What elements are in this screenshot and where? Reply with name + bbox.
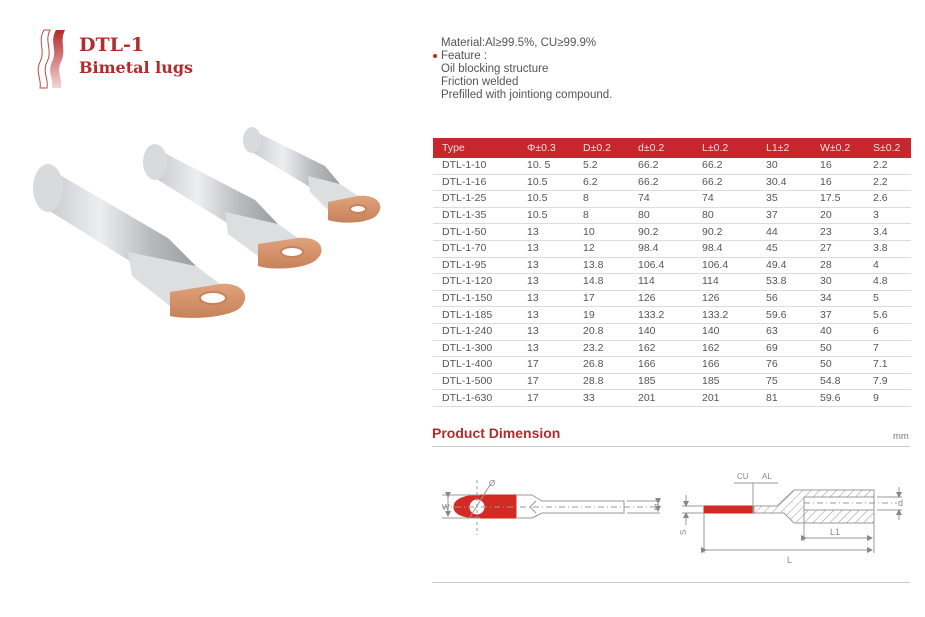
table-cell: 5 bbox=[864, 290, 911, 307]
table-cell: 10.5 bbox=[518, 191, 574, 208]
table-cell: 17 bbox=[518, 373, 574, 390]
table-row bbox=[433, 240, 911, 257]
table-cell: 17.5 bbox=[811, 191, 864, 208]
table-cell: 3 bbox=[864, 207, 911, 224]
table-cell: 2.2 bbox=[864, 158, 911, 174]
table-cell: 126 bbox=[693, 290, 757, 307]
table-cell: 10.5 bbox=[518, 174, 574, 191]
table-row bbox=[433, 390, 911, 407]
table-cell: DTL-1-150 bbox=[433, 290, 518, 307]
table-cell: DTL-1-185 bbox=[433, 307, 518, 324]
feature-item: Prefilled with jointiong compound. bbox=[441, 89, 613, 101]
side-view bbox=[682, 483, 902, 553]
table-cell: 201 bbox=[629, 390, 693, 407]
table-cell: 8 bbox=[574, 191, 629, 208]
table-header-row bbox=[433, 138, 911, 158]
table-cell: DTL-1-240 bbox=[433, 323, 518, 340]
table-cell: 45 bbox=[757, 240, 811, 257]
table-cell: 7.9 bbox=[864, 373, 911, 390]
table-cell: 13 bbox=[518, 257, 574, 274]
table-cell: 185 bbox=[693, 373, 757, 390]
table-cell: DTL-1-500 bbox=[433, 373, 518, 390]
table-cell: DTL-1-16 bbox=[433, 174, 518, 191]
feature-item: Friction welded bbox=[441, 76, 519, 88]
col-L1: L1±2 bbox=[757, 138, 811, 158]
table-cell: 162 bbox=[693, 340, 757, 357]
table-cell: 27 bbox=[811, 240, 864, 257]
col-type: Type bbox=[433, 138, 518, 158]
bullet-icon bbox=[433, 54, 437, 58]
table-cell: 63 bbox=[757, 323, 811, 340]
table-cell: DTL-1-10 bbox=[433, 158, 518, 174]
table-cell: 4.8 bbox=[864, 274, 911, 291]
dimension-drawing bbox=[432, 445, 912, 585]
red-wave-logo-icon bbox=[34, 28, 68, 90]
label-D: D bbox=[654, 503, 660, 512]
table-cell: 90.2 bbox=[693, 224, 757, 241]
table-row bbox=[433, 290, 911, 307]
table-cell: 126 bbox=[629, 290, 693, 307]
spec-table bbox=[433, 138, 911, 407]
table-cell: 2.6 bbox=[864, 191, 911, 208]
table-cell: DTL-1-630 bbox=[433, 390, 518, 407]
table-cell: 10. 5 bbox=[518, 158, 574, 174]
table-row bbox=[433, 373, 911, 390]
table-cell: DTL-1-25 bbox=[433, 191, 518, 208]
table-cell: 30 bbox=[757, 158, 811, 174]
table-cell: DTL-1-35 bbox=[433, 207, 518, 224]
table-row bbox=[433, 340, 911, 357]
table-cell: 30 bbox=[811, 274, 864, 291]
table-cell: 13 bbox=[518, 290, 574, 307]
table-cell: 56 bbox=[757, 290, 811, 307]
product-name: Bimetal lugs bbox=[79, 58, 194, 77]
table-cell: 30.4 bbox=[757, 174, 811, 191]
table-cell: DTL-1-50 bbox=[433, 224, 518, 241]
table-cell: 35 bbox=[757, 191, 811, 208]
table-cell: 133.2 bbox=[629, 307, 693, 324]
table-cell: 9 bbox=[864, 390, 911, 407]
table-row bbox=[433, 323, 911, 340]
feature-item: Oil blocking structure bbox=[441, 63, 549, 75]
table-cell: 13.8 bbox=[574, 257, 629, 274]
table-cell: DTL-1-120 bbox=[433, 274, 518, 291]
table-row bbox=[433, 224, 911, 241]
table-cell: 76 bbox=[757, 357, 811, 374]
table-cell: 13 bbox=[518, 340, 574, 357]
table-cell: 140 bbox=[629, 323, 693, 340]
table-cell: 114 bbox=[693, 274, 757, 291]
table-cell: 6.2 bbox=[574, 174, 629, 191]
label-al: AL bbox=[762, 472, 772, 481]
table-cell: 66.2 bbox=[629, 158, 693, 174]
section-title: Product Dimension bbox=[432, 425, 561, 441]
table-cell: 166 bbox=[629, 357, 693, 374]
feature-label bbox=[441, 50, 612, 63]
label-phi: Ø bbox=[489, 479, 496, 488]
col-W: W±0.2 bbox=[811, 138, 864, 158]
table-cell: 13 bbox=[518, 224, 574, 241]
table-cell: 28 bbox=[811, 257, 864, 274]
table-row bbox=[433, 307, 911, 324]
table-row bbox=[433, 357, 911, 374]
table-cell: DTL-1-70 bbox=[433, 240, 518, 257]
lug-small bbox=[243, 127, 380, 223]
table-cell: 69 bbox=[757, 340, 811, 357]
table-cell: 98.4 bbox=[629, 240, 693, 257]
feature-label-text: Feature : bbox=[441, 50, 488, 62]
table-cell: 66.2 bbox=[629, 174, 693, 191]
table-cell: 50 bbox=[811, 357, 864, 374]
table-cell: 17 bbox=[574, 290, 629, 307]
table-cell: 7 bbox=[864, 340, 911, 357]
table-cell: 74 bbox=[693, 191, 757, 208]
table-cell: DTL-1-400 bbox=[433, 357, 518, 374]
label-W: W bbox=[442, 503, 450, 512]
label-d: d bbox=[898, 498, 904, 508]
table-cell: 81 bbox=[757, 390, 811, 407]
table-cell: 98.4 bbox=[693, 240, 757, 257]
table-cell: 59.6 bbox=[811, 390, 864, 407]
model-title: DTL-1 bbox=[79, 34, 145, 56]
label-L1: L1 bbox=[830, 527, 841, 537]
brand-block bbox=[34, 28, 234, 98]
col-L: L±0.2 bbox=[693, 138, 757, 158]
table-cell: 7.1 bbox=[864, 357, 911, 374]
table-cell: 17 bbox=[518, 357, 574, 374]
table-cell: 3.4 bbox=[864, 224, 911, 241]
table-cell: 4 bbox=[864, 257, 911, 274]
table-cell: 80 bbox=[629, 207, 693, 224]
table-cell: 28.8 bbox=[574, 373, 629, 390]
table-row bbox=[433, 207, 911, 224]
table-cell: 162 bbox=[629, 340, 693, 357]
table-cell: 5.6 bbox=[864, 307, 911, 324]
table-cell: 16 bbox=[811, 158, 864, 174]
table-row bbox=[433, 158, 911, 174]
table-cell: 13 bbox=[518, 274, 574, 291]
table-cell: 10.5 bbox=[518, 207, 574, 224]
table-row bbox=[433, 191, 911, 208]
table-cell: 17 bbox=[518, 390, 574, 407]
table-cell: 106.4 bbox=[629, 257, 693, 274]
col-d: d±0.2 bbox=[629, 138, 693, 158]
table-cell: 53.8 bbox=[757, 274, 811, 291]
table-cell: 20 bbox=[811, 207, 864, 224]
table-row bbox=[433, 257, 911, 274]
table-cell: 40 bbox=[811, 323, 864, 340]
table-cell: 13 bbox=[518, 307, 574, 324]
table-cell: 185 bbox=[629, 373, 693, 390]
table-cell: 114 bbox=[629, 274, 693, 291]
table-cell: 20.8 bbox=[574, 323, 629, 340]
table-cell: 66.2 bbox=[693, 158, 757, 174]
table-cell: 74 bbox=[629, 191, 693, 208]
table-cell: 33 bbox=[574, 390, 629, 407]
table-cell: DTL-1-300 bbox=[433, 340, 518, 357]
table-cell: 54.8 bbox=[811, 373, 864, 390]
table-cell: 44 bbox=[757, 224, 811, 241]
col-S: S±0.2 bbox=[864, 138, 911, 158]
top-view bbox=[442, 480, 660, 535]
table-cell: 106.4 bbox=[693, 257, 757, 274]
table-cell: 37 bbox=[757, 207, 811, 224]
table-cell: 13 bbox=[518, 323, 574, 340]
table-cell: 34 bbox=[811, 290, 864, 307]
col-D: D±0.2 bbox=[574, 138, 629, 158]
table-row bbox=[433, 174, 911, 191]
table-cell: 19 bbox=[574, 307, 629, 324]
table-cell: 6 bbox=[864, 323, 911, 340]
table-cell: 75 bbox=[757, 373, 811, 390]
table-cell: 13 bbox=[518, 240, 574, 257]
label-L: L bbox=[787, 555, 793, 565]
table-cell: 201 bbox=[693, 390, 757, 407]
table-cell: 23 bbox=[811, 224, 864, 241]
spec-block bbox=[441, 37, 612, 102]
col-phi: Φ±0.3 bbox=[518, 138, 574, 158]
table-cell: 12 bbox=[574, 240, 629, 257]
table-cell: 37 bbox=[811, 307, 864, 324]
table-cell: 3.8 bbox=[864, 240, 911, 257]
table-cell: 14.8 bbox=[574, 274, 629, 291]
table-cell: 140 bbox=[693, 323, 757, 340]
table-cell: 133.2 bbox=[693, 307, 757, 324]
table-cell: 90.2 bbox=[629, 224, 693, 241]
table-cell: 5.2 bbox=[574, 158, 629, 174]
table-cell: 2.2 bbox=[864, 174, 911, 191]
table-row bbox=[433, 274, 911, 291]
table-cell: 10 bbox=[574, 224, 629, 241]
table-cell: 59.6 bbox=[757, 307, 811, 324]
table-cell: 166 bbox=[693, 357, 757, 374]
table-cell: 80 bbox=[693, 207, 757, 224]
product-photo bbox=[20, 120, 400, 360]
table-cell: 49.4 bbox=[757, 257, 811, 274]
table-cell: 50 bbox=[811, 340, 864, 357]
table-cell: DTL-1-95 bbox=[433, 257, 518, 274]
table-cell: 66.2 bbox=[693, 174, 757, 191]
label-S: S bbox=[679, 529, 688, 535]
label-cu: CU bbox=[737, 472, 749, 481]
material-text: Material:Al≥99.5%, CU≥99.9% bbox=[441, 37, 597, 49]
table-cell: 23.2 bbox=[574, 340, 629, 357]
unit-label: mm bbox=[893, 431, 909, 442]
table-cell: 16 bbox=[811, 174, 864, 191]
table-cell: 26.8 bbox=[574, 357, 629, 374]
table-cell: 8 bbox=[574, 207, 629, 224]
